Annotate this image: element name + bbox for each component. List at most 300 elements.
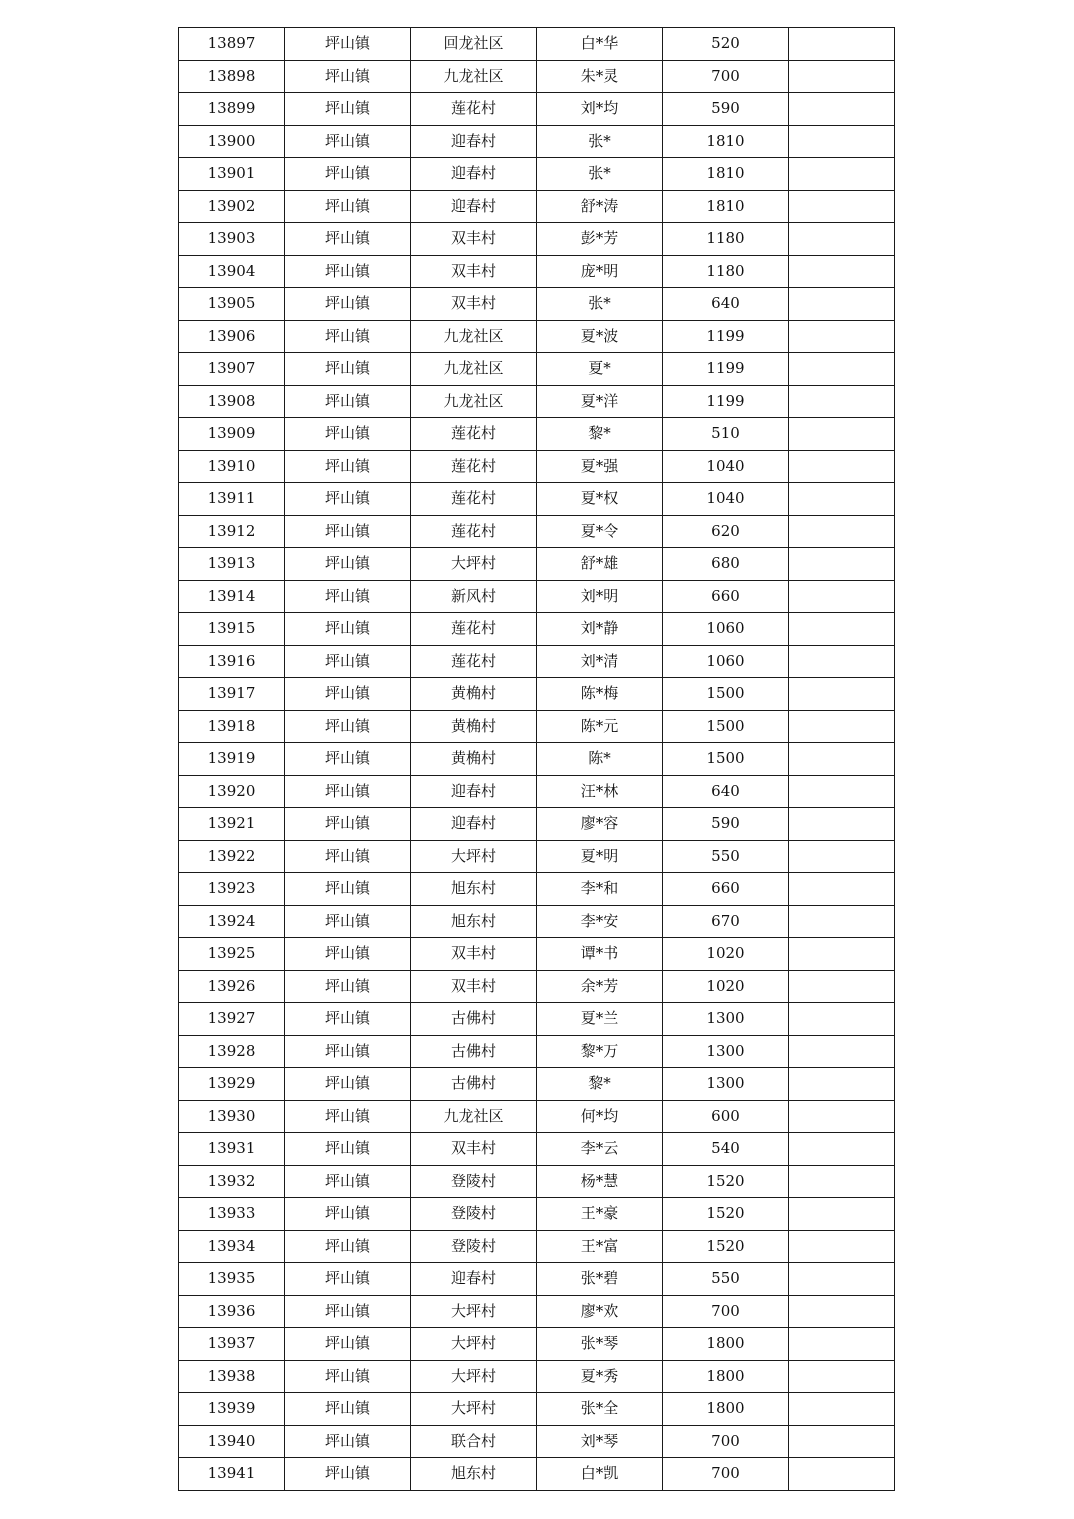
name-cell: 庞*明 — [537, 255, 663, 288]
village-cell: 黄桷村 — [411, 743, 537, 776]
table-row — [179, 970, 895, 1003]
amount-cell: 680 — [663, 548, 789, 581]
town-cell: 坪山镇 — [285, 1295, 411, 1328]
table-row — [179, 1458, 895, 1491]
serial-number-cell: 13921 — [179, 808, 285, 841]
village-cell: 回龙社区 — [411, 28, 537, 61]
serial-number-cell: 13916 — [179, 645, 285, 678]
remark-cell — [789, 1360, 895, 1393]
town-cell: 坪山镇 — [285, 385, 411, 418]
remark-cell — [789, 450, 895, 483]
serial-number-cell: 13937 — [179, 1328, 285, 1361]
village-cell: 古佛村 — [411, 1068, 537, 1101]
village-cell: 九龙社区 — [411, 320, 537, 353]
village-cell: 九龙社区 — [411, 60, 537, 93]
town-cell: 坪山镇 — [285, 320, 411, 353]
town-cell: 坪山镇 — [285, 93, 411, 126]
serial-number-cell: 13923 — [179, 873, 285, 906]
remark-cell — [789, 1230, 895, 1263]
town-cell: 坪山镇 — [285, 743, 411, 776]
amount-cell: 1800 — [663, 1360, 789, 1393]
table-row — [179, 60, 895, 93]
village-cell: 莲花村 — [411, 450, 537, 483]
village-cell: 登陵村 — [411, 1230, 537, 1263]
town-cell: 坪山镇 — [285, 1328, 411, 1361]
remark-cell — [789, 1133, 895, 1166]
amount-cell: 1810 — [663, 158, 789, 191]
town-cell: 坪山镇 — [285, 1230, 411, 1263]
serial-number-cell: 13914 — [179, 580, 285, 613]
name-cell: 刘*静 — [537, 613, 663, 646]
village-cell: 双丰村 — [411, 970, 537, 1003]
table-row — [179, 158, 895, 191]
amount-cell: 1040 — [663, 483, 789, 516]
serial-number-cell: 13903 — [179, 223, 285, 256]
town-cell: 坪山镇 — [285, 60, 411, 93]
remark-cell — [789, 255, 895, 288]
remark-cell — [789, 1165, 895, 1198]
serial-number-cell: 13927 — [179, 1003, 285, 1036]
village-cell: 莲花村 — [411, 645, 537, 678]
amount-cell: 640 — [663, 775, 789, 808]
table-row — [179, 775, 895, 808]
village-cell: 新风村 — [411, 580, 537, 613]
name-cell: 张* — [537, 125, 663, 158]
remark-cell — [789, 1458, 895, 1491]
amount-cell: 1180 — [663, 223, 789, 256]
table-body — [179, 28, 895, 1491]
table-row — [179, 840, 895, 873]
serial-number-cell: 13933 — [179, 1198, 285, 1231]
serial-number-cell: 13928 — [179, 1035, 285, 1068]
name-cell: 谭*书 — [537, 938, 663, 971]
amount-cell: 1300 — [663, 1035, 789, 1068]
serial-number-cell: 13915 — [179, 613, 285, 646]
amount-cell: 1500 — [663, 678, 789, 711]
amount-cell: 700 — [663, 1295, 789, 1328]
village-cell: 迎春村 — [411, 125, 537, 158]
village-cell: 双丰村 — [411, 288, 537, 321]
table-row — [179, 353, 895, 386]
table-row — [179, 1003, 895, 1036]
serial-number-cell: 13935 — [179, 1263, 285, 1296]
remark-cell — [789, 158, 895, 191]
town-cell: 坪山镇 — [285, 808, 411, 841]
town-cell: 坪山镇 — [285, 840, 411, 873]
serial-number-cell: 13901 — [179, 158, 285, 191]
remark-cell — [789, 418, 895, 451]
name-cell: 夏*兰 — [537, 1003, 663, 1036]
town-cell: 坪山镇 — [285, 1165, 411, 1198]
remark-cell — [789, 580, 895, 613]
amount-cell: 1060 — [663, 613, 789, 646]
town-cell: 坪山镇 — [285, 353, 411, 386]
table-row — [179, 418, 895, 451]
amount-cell: 1520 — [663, 1165, 789, 1198]
table-row — [179, 1295, 895, 1328]
town-cell: 坪山镇 — [285, 775, 411, 808]
serial-number-cell: 13902 — [179, 190, 285, 223]
table-row — [179, 190, 895, 223]
town-cell: 坪山镇 — [285, 28, 411, 61]
amount-cell: 520 — [663, 28, 789, 61]
name-cell: 刘*琴 — [537, 1425, 663, 1458]
village-cell: 黄桷村 — [411, 678, 537, 711]
remark-cell — [789, 1035, 895, 1068]
name-cell: 余*芳 — [537, 970, 663, 1003]
amount-cell: 1199 — [663, 320, 789, 353]
village-cell: 莲花村 — [411, 515, 537, 548]
remark-cell — [789, 678, 895, 711]
table-row — [179, 1393, 895, 1426]
table-row — [179, 1263, 895, 1296]
table-row — [179, 905, 895, 938]
village-cell: 迎春村 — [411, 1263, 537, 1296]
amount-cell: 550 — [663, 840, 789, 873]
remark-cell — [789, 28, 895, 61]
remark-cell — [789, 775, 895, 808]
name-cell: 张*全 — [537, 1393, 663, 1426]
village-cell: 迎春村 — [411, 158, 537, 191]
village-cell: 大坪村 — [411, 1360, 537, 1393]
serial-number-cell: 13926 — [179, 970, 285, 1003]
town-cell: 坪山镇 — [285, 1458, 411, 1491]
amount-cell: 1020 — [663, 938, 789, 971]
remark-cell — [789, 1328, 895, 1361]
village-cell: 九龙社区 — [411, 385, 537, 418]
name-cell: 廖*欢 — [537, 1295, 663, 1328]
serial-number-cell: 13918 — [179, 710, 285, 743]
town-cell: 坪山镇 — [285, 1035, 411, 1068]
table-row — [179, 223, 895, 256]
table-row — [179, 710, 895, 743]
village-cell: 莲花村 — [411, 483, 537, 516]
name-cell: 夏*强 — [537, 450, 663, 483]
serial-number-cell: 13939 — [179, 1393, 285, 1426]
amount-cell: 1810 — [663, 190, 789, 223]
remark-cell — [789, 60, 895, 93]
serial-number-cell: 13904 — [179, 255, 285, 288]
name-cell: 李*安 — [537, 905, 663, 938]
town-cell: 坪山镇 — [285, 645, 411, 678]
town-cell: 坪山镇 — [285, 1393, 411, 1426]
amount-cell: 620 — [663, 515, 789, 548]
table-row — [179, 938, 895, 971]
amount-cell: 540 — [663, 1133, 789, 1166]
amount-cell: 1040 — [663, 450, 789, 483]
amount-cell: 1800 — [663, 1328, 789, 1361]
town-cell: 坪山镇 — [285, 1133, 411, 1166]
village-cell: 旭东村 — [411, 873, 537, 906]
remark-cell — [789, 190, 895, 223]
serial-number-cell: 13911 — [179, 483, 285, 516]
village-cell: 双丰村 — [411, 938, 537, 971]
name-cell: 汪*林 — [537, 775, 663, 808]
amount-cell: 1020 — [663, 970, 789, 1003]
remark-cell — [789, 1003, 895, 1036]
serial-number-cell: 13929 — [179, 1068, 285, 1101]
amount-cell: 550 — [663, 1263, 789, 1296]
name-cell: 白*华 — [537, 28, 663, 61]
serial-number-cell: 13924 — [179, 905, 285, 938]
town-cell: 坪山镇 — [285, 1263, 411, 1296]
remark-cell — [789, 808, 895, 841]
amount-cell: 1180 — [663, 255, 789, 288]
serial-number-cell: 13919 — [179, 743, 285, 776]
town-cell: 坪山镇 — [285, 1100, 411, 1133]
serial-number-cell: 13900 — [179, 125, 285, 158]
remark-cell — [789, 613, 895, 646]
table-row — [179, 1360, 895, 1393]
table-row — [179, 288, 895, 321]
village-cell: 双丰村 — [411, 223, 537, 256]
name-cell: 黎* — [537, 418, 663, 451]
amount-cell: 1810 — [663, 125, 789, 158]
serial-number-cell: 13930 — [179, 1100, 285, 1133]
name-cell: 刘*明 — [537, 580, 663, 613]
table-row — [179, 255, 895, 288]
village-cell: 黄桷村 — [411, 710, 537, 743]
data-table — [178, 27, 895, 1491]
amount-cell: 640 — [663, 288, 789, 321]
town-cell: 坪山镇 — [285, 613, 411, 646]
amount-cell: 660 — [663, 873, 789, 906]
town-cell: 坪山镇 — [285, 288, 411, 321]
amount-cell: 1060 — [663, 645, 789, 678]
amount-cell: 1199 — [663, 353, 789, 386]
village-cell: 大坪村 — [411, 1393, 537, 1426]
village-cell: 莲花村 — [411, 613, 537, 646]
amount-cell: 700 — [663, 60, 789, 93]
name-cell: 张* — [537, 288, 663, 321]
serial-number-cell: 13931 — [179, 1133, 285, 1166]
table-row — [179, 1230, 895, 1263]
village-cell: 九龙社区 — [411, 353, 537, 386]
village-cell: 古佛村 — [411, 1035, 537, 1068]
town-cell: 坪山镇 — [285, 1360, 411, 1393]
village-cell: 莲花村 — [411, 418, 537, 451]
table-row — [179, 1198, 895, 1231]
remark-cell — [789, 93, 895, 126]
table-row — [179, 450, 895, 483]
name-cell: 陈*元 — [537, 710, 663, 743]
village-cell: 迎春村 — [411, 775, 537, 808]
name-cell: 舒*雄 — [537, 548, 663, 581]
remark-cell — [789, 1263, 895, 1296]
name-cell: 陈*梅 — [537, 678, 663, 711]
remark-cell — [789, 1393, 895, 1426]
town-cell: 坪山镇 — [285, 970, 411, 1003]
amount-cell: 1500 — [663, 710, 789, 743]
remark-cell — [789, 970, 895, 1003]
amount-cell: 1520 — [663, 1230, 789, 1263]
village-cell: 双丰村 — [411, 1133, 537, 1166]
serial-number-cell: 13907 — [179, 353, 285, 386]
remark-cell — [789, 1100, 895, 1133]
table-row — [179, 125, 895, 158]
amount-cell: 700 — [663, 1458, 789, 1491]
village-cell: 九龙社区 — [411, 1100, 537, 1133]
amount-cell: 600 — [663, 1100, 789, 1133]
town-cell: 坪山镇 — [285, 580, 411, 613]
town-cell: 坪山镇 — [285, 515, 411, 548]
serial-number-cell: 13912 — [179, 515, 285, 548]
name-cell: 朱*灵 — [537, 60, 663, 93]
serial-number-cell: 13908 — [179, 385, 285, 418]
name-cell: 刘*清 — [537, 645, 663, 678]
village-cell: 大坪村 — [411, 1328, 537, 1361]
name-cell: 李*和 — [537, 873, 663, 906]
town-cell: 坪山镇 — [285, 450, 411, 483]
remark-cell — [789, 1425, 895, 1458]
name-cell: 白*凯 — [537, 1458, 663, 1491]
serial-number-cell: 13906 — [179, 320, 285, 353]
table-row — [179, 808, 895, 841]
town-cell: 坪山镇 — [285, 255, 411, 288]
name-cell: 夏*波 — [537, 320, 663, 353]
town-cell: 坪山镇 — [285, 1198, 411, 1231]
town-cell: 坪山镇 — [285, 125, 411, 158]
town-cell: 坪山镇 — [285, 710, 411, 743]
village-cell: 旭东村 — [411, 1458, 537, 1491]
table-row — [179, 743, 895, 776]
serial-number-cell: 13897 — [179, 28, 285, 61]
name-cell: 夏*权 — [537, 483, 663, 516]
village-cell: 旭东村 — [411, 905, 537, 938]
name-cell: 夏*秀 — [537, 1360, 663, 1393]
serial-number-cell: 13898 — [179, 60, 285, 93]
remark-cell — [789, 873, 895, 906]
village-cell: 联合村 — [411, 1425, 537, 1458]
table-row — [179, 548, 895, 581]
remark-cell — [789, 743, 895, 776]
town-cell: 坪山镇 — [285, 223, 411, 256]
town-cell: 坪山镇 — [285, 678, 411, 711]
town-cell: 坪山镇 — [285, 483, 411, 516]
serial-number-cell: 13934 — [179, 1230, 285, 1263]
serial-number-cell: 13922 — [179, 840, 285, 873]
village-cell: 迎春村 — [411, 808, 537, 841]
remark-cell — [789, 1068, 895, 1101]
table-row — [179, 385, 895, 418]
remark-cell — [789, 320, 895, 353]
town-cell: 坪山镇 — [285, 158, 411, 191]
name-cell: 黎*万 — [537, 1035, 663, 1068]
table-row — [179, 28, 895, 61]
table-row — [179, 678, 895, 711]
name-cell: 夏*令 — [537, 515, 663, 548]
remark-cell — [789, 840, 895, 873]
town-cell: 坪山镇 — [285, 938, 411, 971]
remark-cell — [789, 710, 895, 743]
town-cell: 坪山镇 — [285, 873, 411, 906]
town-cell: 坪山镇 — [285, 905, 411, 938]
serial-number-cell: 13899 — [179, 93, 285, 126]
name-cell: 夏*洋 — [537, 385, 663, 418]
serial-number-cell: 13910 — [179, 450, 285, 483]
amount-cell: 700 — [663, 1425, 789, 1458]
village-cell: 大坪村 — [411, 840, 537, 873]
serial-number-cell: 13905 — [179, 288, 285, 321]
amount-cell: 1500 — [663, 743, 789, 776]
name-cell: 杨*慧 — [537, 1165, 663, 1198]
amount-cell: 1300 — [663, 1068, 789, 1101]
name-cell: 刘*均 — [537, 93, 663, 126]
remark-cell — [789, 223, 895, 256]
amount-cell: 510 — [663, 418, 789, 451]
remark-cell — [789, 938, 895, 971]
name-cell: 彭*芳 — [537, 223, 663, 256]
name-cell: 张* — [537, 158, 663, 191]
remark-cell — [789, 385, 895, 418]
name-cell: 陈* — [537, 743, 663, 776]
remark-cell — [789, 905, 895, 938]
table-row — [179, 580, 895, 613]
amount-cell: 1520 — [663, 1198, 789, 1231]
name-cell: 舒*涛 — [537, 190, 663, 223]
remark-cell — [789, 515, 895, 548]
remark-cell — [789, 288, 895, 321]
village-cell: 登陵村 — [411, 1165, 537, 1198]
table-row — [179, 1328, 895, 1361]
serial-number-cell: 13936 — [179, 1295, 285, 1328]
name-cell: 夏*明 — [537, 840, 663, 873]
village-cell: 大坪村 — [411, 1295, 537, 1328]
name-cell: 夏* — [537, 353, 663, 386]
table-row — [179, 1425, 895, 1458]
name-cell: 王*豪 — [537, 1198, 663, 1231]
table-row — [179, 1100, 895, 1133]
table-row — [179, 93, 895, 126]
serial-number-cell: 13941 — [179, 1458, 285, 1491]
name-cell: 张*碧 — [537, 1263, 663, 1296]
serial-number-cell: 13932 — [179, 1165, 285, 1198]
remark-cell — [789, 483, 895, 516]
remark-cell — [789, 353, 895, 386]
table-row — [179, 1133, 895, 1166]
town-cell: 坪山镇 — [285, 1068, 411, 1101]
village-cell: 双丰村 — [411, 255, 537, 288]
amount-cell: 1199 — [663, 385, 789, 418]
amount-cell: 1300 — [663, 1003, 789, 1036]
table-row — [179, 645, 895, 678]
serial-number-cell: 13938 — [179, 1360, 285, 1393]
name-cell: 廖*容 — [537, 808, 663, 841]
serial-number-cell: 13913 — [179, 548, 285, 581]
table-row — [179, 613, 895, 646]
amount-cell: 660 — [663, 580, 789, 613]
town-cell: 坪山镇 — [285, 1003, 411, 1036]
remark-cell — [789, 548, 895, 581]
serial-number-cell: 13920 — [179, 775, 285, 808]
name-cell: 王*富 — [537, 1230, 663, 1263]
name-cell: 张*琴 — [537, 1328, 663, 1361]
village-cell: 古佛村 — [411, 1003, 537, 1036]
serial-number-cell: 13909 — [179, 418, 285, 451]
remark-cell — [789, 125, 895, 158]
name-cell: 何*均 — [537, 1100, 663, 1133]
village-cell: 大坪村 — [411, 548, 537, 581]
serial-number-cell: 13917 — [179, 678, 285, 711]
town-cell: 坪山镇 — [285, 190, 411, 223]
table-row — [179, 1165, 895, 1198]
table-row — [179, 1068, 895, 1101]
table-row — [179, 1035, 895, 1068]
name-cell: 黎* — [537, 1068, 663, 1101]
amount-cell: 1800 — [663, 1393, 789, 1426]
village-cell: 迎春村 — [411, 190, 537, 223]
town-cell: 坪山镇 — [285, 418, 411, 451]
